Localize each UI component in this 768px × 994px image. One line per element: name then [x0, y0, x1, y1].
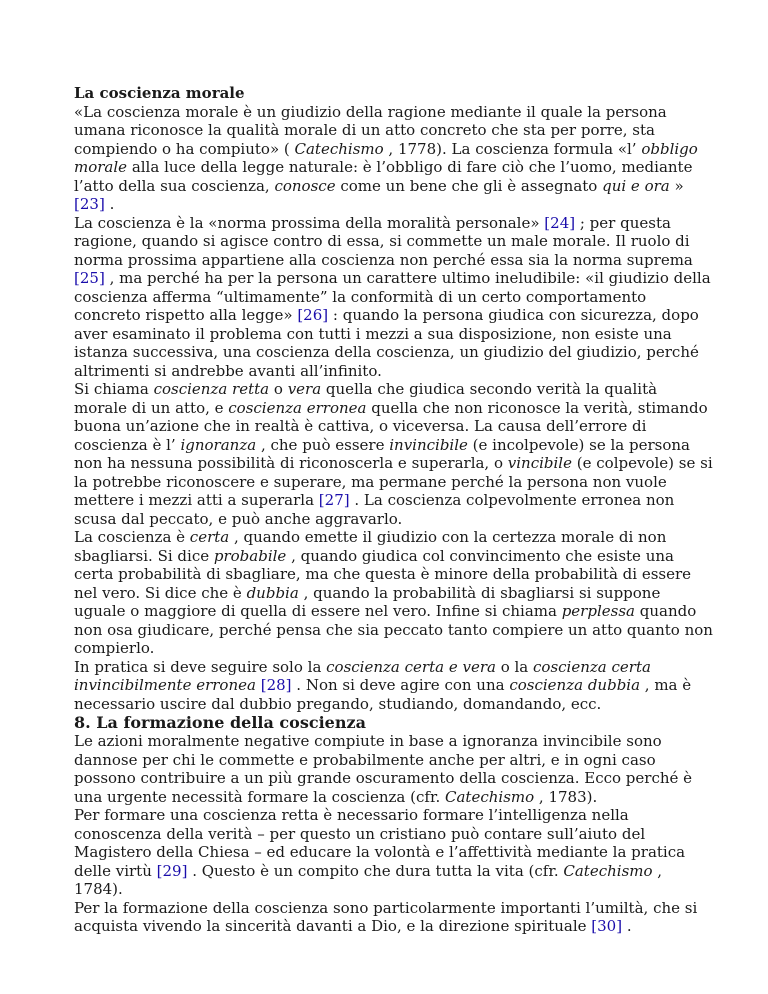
text: . La coscienza colpevolmente erronea non scusa dal peccato, e può anche aggravarlo. [74, 491, 675, 528]
emphasis: dubbia [246, 583, 299, 602]
text: Le azioni moralmente negative compiute in base a ignoranza invincibile sono dannose per chi le commette e probabilmente anche per altri, e in ogni caso possono contribuire a un più grande oscuramento della coscienza. Ecco perché è una urgente necessità formare la coscienza (cfr. [74, 732, 693, 806]
emphasis: coscienza retta [153, 380, 270, 398]
emphasis: probabile [213, 546, 287, 565]
text: quella che non riconosce la verità, stimando buona un’azione che in realtà è cattiva, o viceversa. La causa dell’errore di coscienza è l’ [74, 398, 708, 454]
paragraph-norma-prossima [74, 214, 714, 381]
emphasis: coscienza dubbia [509, 676, 641, 694]
text: . [622, 917, 632, 935]
text: , ma perché ha per la persona un carattere ultimo ineludibile: «il giudizio della coscienza afferma “ultimamente” la conformità di un certo comportamento concreto rispetto alla legge» [74, 269, 711, 324]
emphasis: coscienza certa invincibilmente erronea [74, 657, 651, 694]
text: o [269, 380, 288, 398]
emphasis: invincibile [389, 435, 468, 454]
footnote-link-29[interactable]: [29] [156, 861, 188, 880]
footnote-link-30[interactable]: [30] [591, 917, 623, 935]
text: » [669, 176, 684, 195]
paragraph-retta-erronea [74, 380, 714, 528]
text: , quando la probabilità di sbagliarsi si suppone uguale o maggiore di quella di essere nel vero. Infine si chiama [74, 583, 661, 620]
text: , 1783). [534, 787, 598, 806]
text: (e colpevole) se si la potrebbe riconoscere e superare, ma permane perché la persona non vuole mettere i mezzi atti a superarla [74, 454, 713, 509]
text: . [104, 195, 115, 213]
text: : quando la persona giudica con sicurezza, dopo aver esaminato il problema con tutti i mezzi a sua disposizione, non esiste una istanza successiva, una coscienza della coscienza, un giudizio del giudizio, perché altrimenti si andrebbe avanti all’infinito. [74, 306, 699, 380]
text: , quando emette il giudizio con la certezza morale di non sbagliarsi. Si dice [74, 528, 667, 565]
paragraph-formare-coscienza [74, 806, 714, 899]
paragraph-certa-probabile [74, 528, 714, 658]
text: , 1784). [74, 861, 663, 898]
text: quella che giudica secondo verità la qualità morale di un atto, e [74, 380, 658, 417]
text: ; per questa ragione, quando si agisce contro di essa, si commette un male morale. Il ruolo di norma prossima appartiene alla coscienza non perché essa sia la norma suprema [74, 213, 693, 269]
emphasis: certa [189, 528, 230, 546]
footnote-link-25[interactable]: [25] [74, 269, 105, 287]
text: (e incolpevole) se la persona non ha nessuna possibilità di riconoscerla e superarla, o [74, 435, 690, 472]
paragraph-umilta [74, 899, 714, 936]
paragraph-azioni-negative [74, 732, 714, 806]
paragraph-in-pratica [74, 658, 714, 714]
footnote-link-28[interactable]: [28] [260, 676, 292, 694]
text: . Questo è un compito che dura tutta la vita (cfr. [187, 861, 564, 880]
emphasis: vera [287, 380, 322, 398]
text: come un bene che gli è assegnato [335, 176, 603, 195]
emphasis: obbligo morale [74, 139, 698, 176]
text: , ma è necessario uscire dal dubbio pregando, studiando, domandando, ecc. [74, 676, 692, 713]
emphasis: Catechismo [445, 787, 535, 806]
text: «La coscienza morale è un giudizio della ragione mediante il quale la persona umana riconosce la qualità morale di un atto concreto che sta per porre, sta compiendo o ha compiuto» ( [74, 102, 667, 158]
section-title: La coscienza morale [74, 84, 245, 102]
emphasis: coscienza erronea [228, 398, 367, 417]
emphasis: perplessa [561, 602, 635, 620]
text: Per la formazione della coscienza sono particolarmente importanti l’umiltà, che si acquista vivendo la sincerità davanti a Dio, e la direzione spirituale [74, 898, 698, 935]
text: , che può essere [256, 435, 390, 454]
paragraph-definition [74, 103, 714, 214]
text: In pratica si deve seguire solo la [74, 657, 327, 676]
emphasis: vincibile [507, 454, 572, 472]
text: quando non osa giudicare, perché pensa che sia peccato tanto compiere un atto quanto non compierlo. [74, 602, 713, 657]
footnote-link-23[interactable]: [23] [74, 195, 105, 213]
emphasis: conosce [274, 176, 336, 195]
emphasis: qui e ora [602, 176, 670, 195]
footnote-link-26[interactable]: [26] [297, 306, 329, 324]
text: Per formare una coscienza retta è necessario formare l’intelligenza nella conoscenza della verità – per questo un cristiano può contare sull’aiuto del Magistero della Chiesa – ed educare la volontà e l’affettività mediante la pratica delle virtù [74, 806, 686, 880]
text: o la [495, 657, 534, 676]
text: alla luce della legge naturale: è l’obbligo di fare ciò che l’uomo, mediante l’atto della sua coscienza, [74, 158, 693, 195]
emphasis: ignoranza [180, 435, 257, 454]
text: , quando giudica col convincimento che esiste una certa probabilità di sbagliare, ma che questa è minore della probabilità di essere nel vero. Si dice che è [74, 546, 692, 602]
emphasis: Catechismo [294, 139, 384, 158]
section-heading-formazione: 8. La formazione della coscienza [74, 713, 366, 732]
text: La coscienza è [74, 528, 190, 546]
text: La coscienza è la «norma prossima della moralità personale» [74, 213, 545, 232]
footnote-link-24[interactable]: [24] [544, 213, 576, 232]
document-body [74, 84, 714, 936]
text: Si chiama [74, 380, 154, 398]
emphasis: coscienza certa e vera [326, 657, 496, 676]
text: . Non si deve agire con una [291, 676, 510, 694]
emphasis: Catechismo [563, 861, 653, 880]
text: , 1778). La coscienza formula «l’ [383, 139, 642, 158]
footnote-link-27[interactable]: [27] [318, 491, 350, 509]
